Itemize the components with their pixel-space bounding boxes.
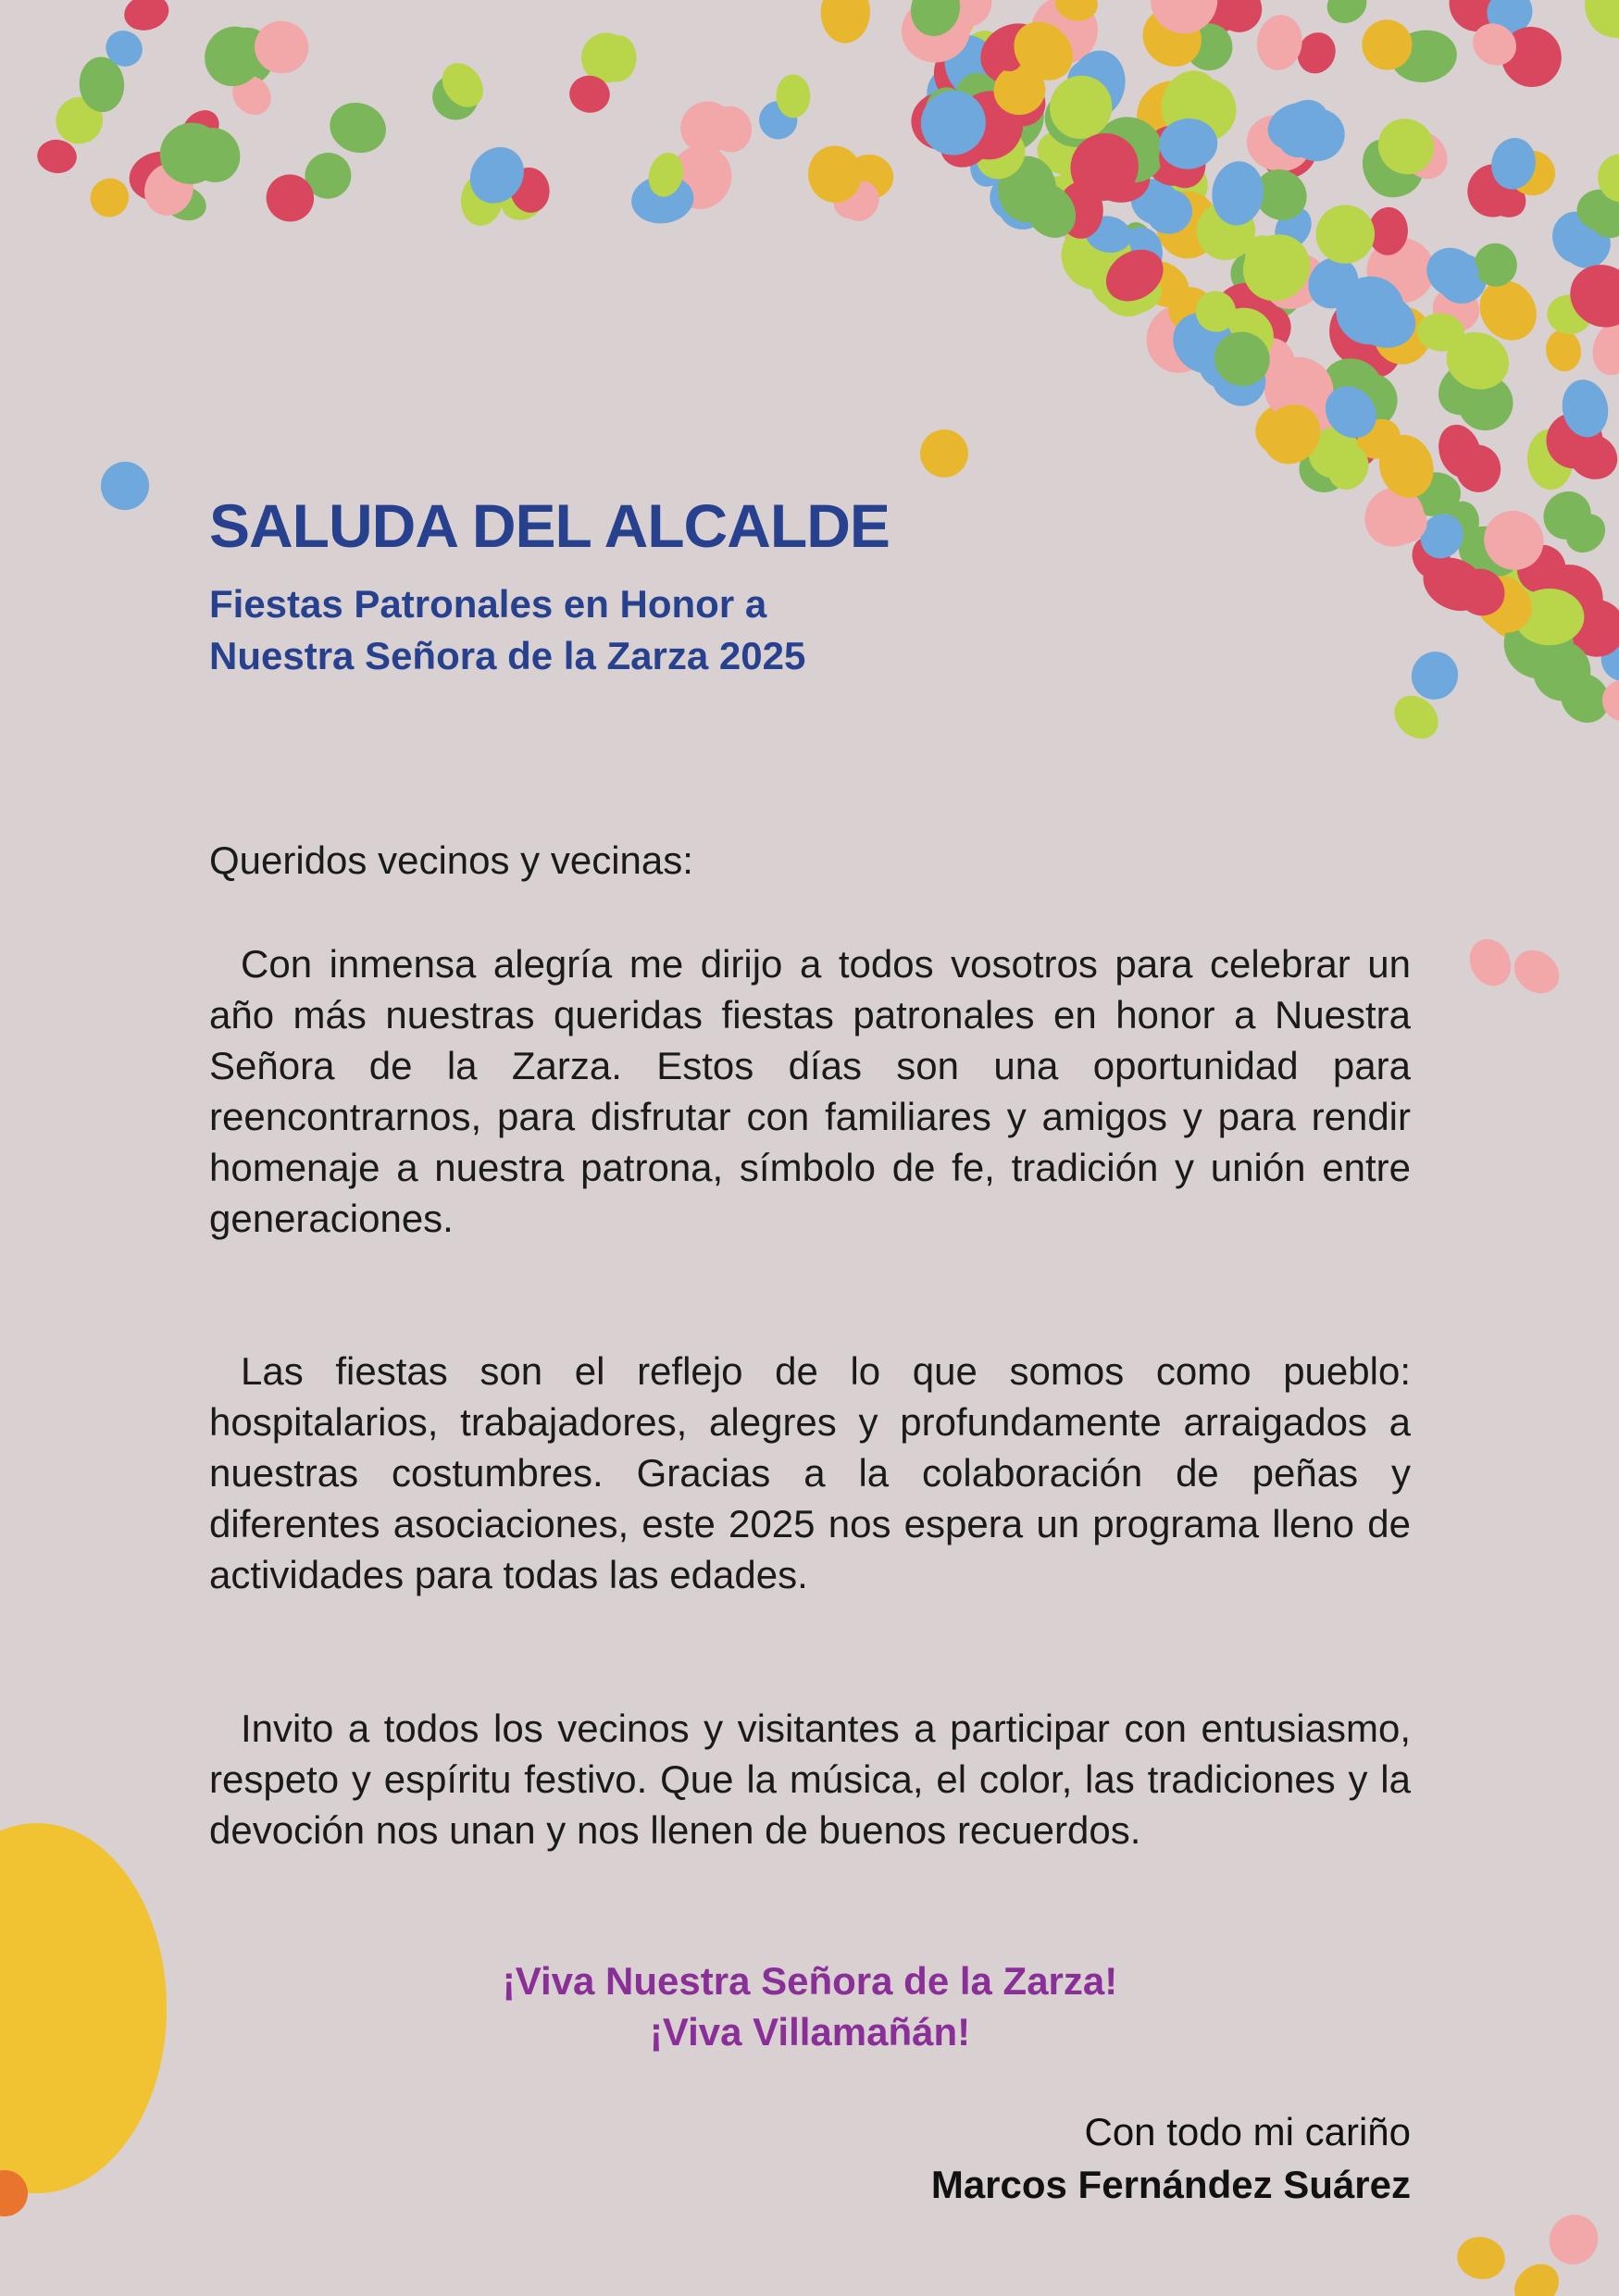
letter-paragraph-3: Invito a todos los vecinos y visitantes a participar con entusiasmo, respeto y espíritu festivo. Que la música, el color, las tradiciones y la devoción nos unan y nos llenen de buenos recuerdos. <box>209 1706 1411 1852</box>
subtitle-line-1: Fiestas Patronales en Honor a <box>209 582 767 626</box>
letter-paragraph-2: Las fiestas son el reflejo de lo que somos como pueblo: hospitalarios, trabajadores, alegres y profundamente arraigados a nuestras costumbres. Gracias a la colaboración de peñas y diferentes asociaciones, este 2025 nos espera un programa lleno de actividades para todas las edades. <box>209 1349 1411 1596</box>
viva-line-2: ¡Viva Villamañán! <box>649 2010 971 2054</box>
subtitle-line-2: Nuestra Señora de la Zarza 2025 <box>209 634 806 677</box>
confetti-piece <box>35 138 79 176</box>
balloon-decoration <box>0 1823 167 2193</box>
letter-paragraph-1: Con inmensa alegría me dirijo a todos vosotros para celebrar un año más nuestras queridas fiestas patronales en honor a Nuestra Señora de la Zarza. Estos días son una oportunidad para reencontrarnos, para disfrutar con familiares y amigos y para rendir homenaje a nuestra patrona, símbolo de fe, tradición y unión entre generaciones. <box>209 942 1411 1240</box>
signature-name: Marcos Fernández Suárez <box>930 2163 1411 2206</box>
viva-line-1: ¡Viva Nuestra Señora de la Zarza! <box>502 1959 1118 2003</box>
confetti-piece <box>92 453 159 520</box>
closing: Con todo mi cariño <box>1084 2110 1411 2153</box>
viva-block <box>209 1955 1411 2057</box>
confetti-piece <box>82 170 137 225</box>
confetti-piece <box>120 0 173 35</box>
confetti-piece <box>1542 327 1584 374</box>
confetti-piece <box>1575 0 1619 46</box>
confetti-piece <box>820 0 871 43</box>
confetti-piece <box>1505 2255 1567 2296</box>
page-title: SALUDA DEL ALCALDE <box>209 491 890 560</box>
confetti-piece <box>1540 2205 1608 2273</box>
confetti-piece <box>1463 932 1519 992</box>
confetti-piece <box>1320 0 1373 31</box>
confetti-piece <box>1505 941 1567 1002</box>
signature-block <box>209 2105 1411 2211</box>
confetti-piece <box>581 32 631 82</box>
confetti-piece <box>1253 12 1306 74</box>
confetti-piece <box>1452 2232 1509 2284</box>
page-subtitle <box>209 578 805 682</box>
confetti-piece <box>323 95 392 160</box>
confetti-piece <box>912 421 977 486</box>
letter-greeting: Queridos vecinos y vecinas: <box>209 838 693 882</box>
